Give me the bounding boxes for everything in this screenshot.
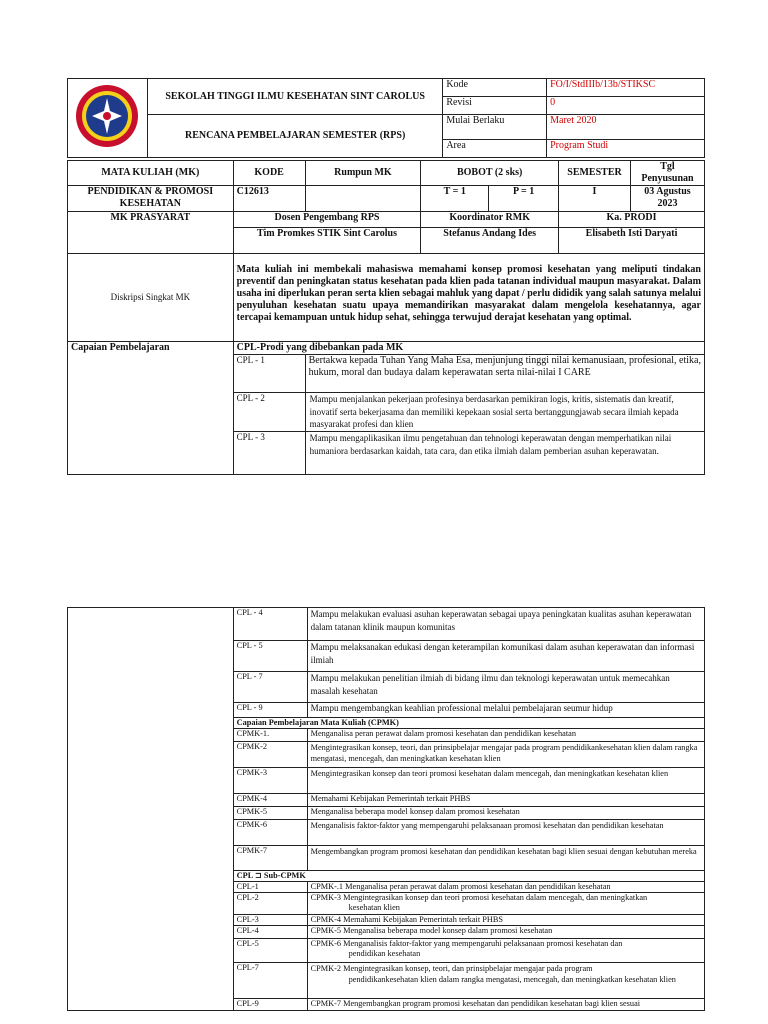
header-semester: SEMESTER [559, 161, 631, 186]
sub-cpmk-line-cont: kesehatan klien [348, 903, 400, 912]
cpl-text: Bertakwa kepada Tuhan Yang Maha Esa, menjunjung tinggi nilai kemanusiaan, profesional, etika, hukum, moral dan budaya dalam keperawatan serta nilai-nilai I CARE [305, 355, 704, 393]
sub-cpl-code: CPL-1 [233, 882, 307, 893]
meta-label: Area [443, 140, 547, 158]
meta-label: Kode [443, 79, 547, 97]
cpl-code: CPL - 5 [233, 641, 307, 672]
meta-value: Maret 2020 [547, 115, 705, 140]
cpl-text: Mampu menjalankan pekerjaan profesinya berdasarkan pemikiran logis, kritis, sistematis dan kreatif, inovatif serta bekerjasama dan memiliki kepekaan sosial serta bertanggungjawab secara ilmiah kepada masyarakat profesi dan klien [305, 393, 704, 432]
sub-cpmk-line: CPMK-5 Menganalisa beberapa model konsep dalam promosi kesehatan [310, 926, 553, 935]
cpl-text: Mampu melakukan evaluasi asuhan keperawatan sebagai upaya peningkatan kualitas asuhan keperawatan dalam tatanan klinik maupun komunitas [307, 608, 704, 641]
sub-cpmk-text [307, 893, 704, 915]
cpmk-code: CPMK-1. [233, 729, 307, 742]
kaprodi-label: Ka. PRODI [559, 212, 705, 228]
prasyarat-label: MK PRASYARAT [68, 212, 234, 254]
bobot-p: P = 1 [489, 186, 559, 212]
institution-name: SEKOLAH TINGGI ILMU KESEHATAN SINT CAROLUS [147, 79, 442, 115]
left-blank-column [68, 608, 234, 1011]
cpmk-code: CPMK-5 [233, 807, 307, 820]
course-name: PENDIDIKAN & PROMOSI KESEHATAN [68, 186, 234, 212]
course-description: Mata kuliah ini membekali mahasiswa memahami konsep promosi kesehatan yang meliputi tindakan preventif dan peningkatan status kesehatan pada klien pada tatanan individual maupun masyarakat. Dalam usaha ini diperlukan peran serta klien sebagai mahluk yang dapat / perlu dididik yang salah satunya melalui penyuluhan kesehatan suatu upaya memandirikan masyarakat dalam mengelola kesehatannya, agar tercapai kemampuan untuk hidup sehat, sehingga terwujud derajat kesehatan yang optimal. [233, 254, 704, 342]
cpl-code: CPL - 2 [233, 393, 305, 432]
cpmk-text: Mengintegrasikan konsep, teori, dan prinsipbelajar mengajar pada program pendidikankesehatan klien dalam rangka mengatasi, mencegah, dan meningkatkan kesehatan klien [307, 742, 704, 768]
header-mk: MATA KULIAH (MK) [68, 161, 234, 186]
cpmk-code: CPMK-3 [233, 768, 307, 794]
course-info-grid [67, 160, 705, 475]
meta-value: FO/I/StdIIIb/13b/STIKSC [547, 79, 705, 97]
sub-cpl-code: CPL-3 [233, 915, 307, 926]
sub-cpmk-line-cont: pendidikankesehatan klien dalam rangka mengatasi, mencegah, dan meningkatkan kesehatan klien [348, 975, 676, 984]
dosen-label: Dosen Pengembang RPS [233, 212, 421, 228]
sub-cpmk-heading: CPL ⊐ Sub-CPMK [233, 871, 704, 882]
cpl-code: CPL - 7 [233, 672, 307, 703]
cpl-heading: CPL-Prodi yang dibebankan pada MK [233, 342, 704, 355]
sub-cpl-code: CPL-5 [233, 939, 307, 963]
cpl-text: Mampu mengembangkan keahlian professional melalui pembelajaran seumur hidup [307, 703, 704, 718]
description-label: Diskripsi Singkat MK [68, 254, 234, 342]
course-date: 03 Agustus 2023 [630, 186, 704, 212]
header-bobot: BOBOT (2 sks) [421, 161, 559, 186]
meta-label: Mulai Berlaku [443, 115, 547, 140]
cpmk-heading: Capaian Pembelajaran Mata Kuliah (CPMK) [233, 718, 704, 729]
meta-label: Revisi [443, 97, 547, 115]
dosen-value: Tim Promkes STIK Sint Carolus [233, 228, 421, 254]
sub-cpl-code: CPL-4 [233, 926, 307, 939]
cpmk-text: Menganalisa peran perawat dalam promosi kesehatan dan pendidikan kesehatan [307, 729, 704, 742]
institution-logo [68, 79, 148, 158]
capaian-label: Capaian Pembelajaran [68, 342, 234, 475]
sub-cpmk-line: CPMK-4 Memahami Kebijakan Pemerintah terkait PHBS [310, 915, 503, 924]
cpmk-code: CPMK-6 [233, 820, 307, 846]
sub-cpmk-line-cont: pendidikan kesehatan [348, 949, 421, 958]
cpl-text: Mampu melakukan penelitian ilmiah di bidang ilmu dan teknologi keperawatan untuk memecahkan masalah kesehatan [307, 672, 704, 703]
document-title: RENCANA PEMBELAJARAN SEMESTER (RPS) [147, 115, 442, 158]
bobot-t: T = 1 [421, 186, 489, 212]
sub-cpmk-line: CPMK-7 Mengembangkan program promosi kesehatan dan pendidikan kesehatan bagi klien sesuai [310, 999, 641, 1008]
cpl-code: CPL - 1 [233, 355, 305, 393]
sub-cpmk-line: CPMK-2 Mengintegrasikan konsep, teori, dan prinsipbelajar mengajar pada program [310, 964, 593, 973]
sub-cpmk-text [307, 999, 704, 1011]
cpmk-text: Mengembangkan program promosi kesehatan dan pendidikan kesehatan bagi klien sesuai dengan kebutuhan mereka [307, 846, 704, 871]
sub-cpmk-text [307, 963, 704, 999]
course-code: C12613 [233, 186, 305, 212]
sub-cpl-code: CPL-2 [233, 893, 307, 915]
course-semester: I [559, 186, 631, 212]
meta-value: 0 [547, 97, 705, 115]
header-tgl: Tgl Penyusunan [630, 161, 704, 186]
sub-cpmk-text [307, 939, 704, 963]
cpmk-text: Menganalisa beberapa model konsep dalam promosi kesehatan [307, 807, 704, 820]
cpl-code: CPL - 9 [233, 703, 307, 718]
header-rumpun: Rumpun MK [305, 161, 421, 186]
logo-emblem-icon [74, 83, 140, 149]
sub-cpl-code: CPL-9 [233, 999, 307, 1011]
cpl-code: CPL - 3 [233, 431, 305, 474]
cpl-text: Mampu mengaplikasikan ilmu pengetahuan dan tehnologi keperawatan dengan memperhatikan nilai humaniora berdasarkan kaidah, tata cara, dan etika ilmiah dalam pemberian asuhan keperawatan. [305, 431, 704, 474]
cpmk-text: Menganalisis faktor-faktor yang mempengaruhi pelaksanaan promosi kesehatan dan pendidikan kesehatan [307, 820, 704, 846]
capaian-continued-table [67, 607, 705, 1011]
sub-cpmk-text [307, 882, 704, 893]
cpmk-text: Mengintegrasikan konsep dan teori promosi kesehatan dalam mencegah, dan meningkatkan kesehatan klien [307, 768, 704, 794]
koordinator-value: Stefanus Andang Ides [421, 228, 559, 254]
sub-cpl-code: CPL-7 [233, 963, 307, 999]
cpmk-code: CPMK-7 [233, 846, 307, 871]
kaprodi-value: Elisabeth Isti Daryati [559, 228, 705, 254]
meta-value: Program Studi [547, 140, 705, 158]
sub-cpmk-text [307, 926, 704, 939]
sub-cpmk-text [307, 915, 704, 926]
header-kode: KODE [233, 161, 305, 186]
cpmk-text: Memahami Kebijakan Pemerintah terkait PHBS [307, 794, 704, 807]
sub-cpmk-line: CPMK-6 Menganalisis faktor-faktor yang mempengaruhi pelaksanaan promosi kesehatan dan [310, 939, 623, 948]
cpl-code: CPL - 4 [233, 608, 307, 641]
koordinator-label: Koordinator RMK [421, 212, 559, 228]
cpmk-code: CPMK-2 [233, 742, 307, 768]
course-rumpun [305, 186, 421, 212]
cpmk-code: CPMK-4 [233, 794, 307, 807]
sub-cpmk-line: CPMK-.1 Menganalisa peran perawat dalam promosi kesehatan dan pendidikan kesehatan [310, 882, 611, 891]
sub-cpmk-line: CPMK-3 Mengintegrasikan konsep dan teori promosi kesehatan dalam mencegah, dan meningkatkan [310, 893, 648, 902]
document-header [67, 78, 705, 158]
cpl-text: Mampu melaksanakan edukasi dengan keterampilan komunikasi dalam asuhan keperawatan dan informasi ilmiah [307, 641, 704, 672]
